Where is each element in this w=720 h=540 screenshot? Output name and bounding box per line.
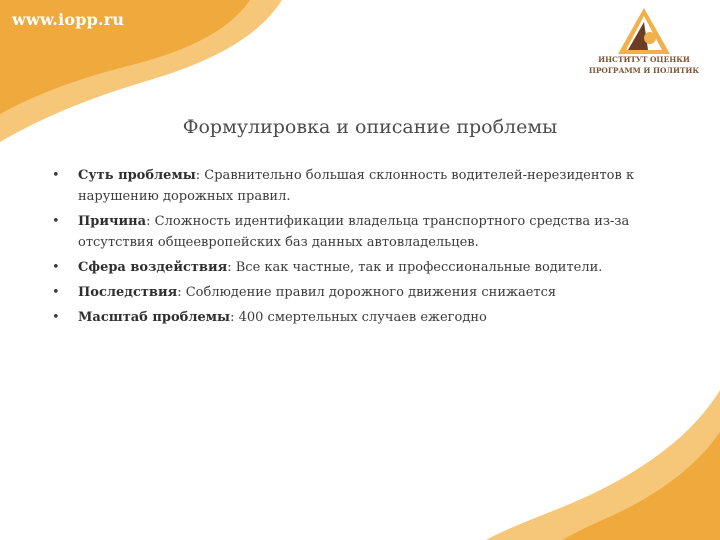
bullet-text: : Соблюдение правил дорожного движения снижается [177, 285, 557, 300]
logo-triangle-icon [616, 8, 672, 58]
logo-line-2: ПРОГРАММ И ПОЛИТИК [588, 66, 700, 75]
bullet-item [48, 307, 648, 328]
bullet-term: Последствия [78, 285, 178, 300]
bullet-item [48, 211, 648, 253]
bullet-dot: • [52, 260, 60, 275]
bullet-dot: • [52, 214, 60, 229]
bullet-term: Сфера воздействия [78, 260, 228, 275]
bullet-text: : Все как частные, так и профессиональные водители. [227, 260, 603, 275]
bullet-term: Причина [78, 214, 147, 229]
bullet-item [48, 165, 648, 207]
bullet-text: : 400 смертельных случаев ежегодно [230, 310, 487, 325]
slide-title: Формулировка и описание проблемы [182, 116, 558, 138]
bullet-text: : Сложность идентификации владельца транспортного средства из-за отсутствия общеевропейских баз данных автовладельцев. [78, 214, 630, 250]
bullet-dot: • [52, 310, 60, 325]
institute-logo [576, 8, 712, 82]
logo-line-1: ИНСТИТУТ ОЦЕНКИ [598, 55, 690, 64]
bullet-term: Суть проблемы [78, 168, 196, 183]
bullet-text: : Сравнительно большая склонность водителей-нерезидентов к нарушению дорожных правил. [78, 168, 635, 204]
bullet-dot: • [52, 285, 60, 300]
site-url[interactable]: www.iopp.ru [12, 10, 125, 29]
bullet-dot: • [52, 168, 60, 183]
bullet-item [48, 282, 648, 303]
bullet-item [48, 257, 648, 278]
logo-text [576, 54, 712, 76]
bullet-list [48, 165, 648, 332]
bullet-term: Масштаб проблемы [78, 310, 231, 325]
